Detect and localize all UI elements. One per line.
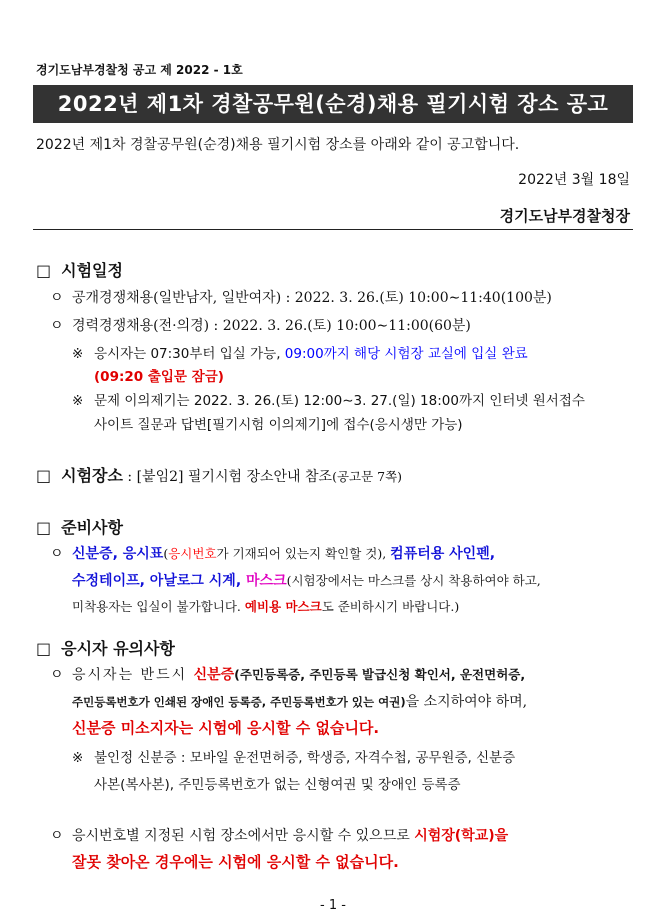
reference-mark-icon: ※ xyxy=(72,750,84,766)
venue-text: [붙임2] 필기시험 장소안내 참조 xyxy=(136,469,333,485)
schedule-item-open: ㅇ 공개경쟁채용(일반남자, 일반여자) : 2022. 3. 26.(토) 10:00∼11:40(100분) xyxy=(50,287,552,307)
caution-line-3: 신분증 미소지자는 시험에 응시할 수 없습니다. xyxy=(72,719,380,737)
venue-ref: (공고문 7쪽) xyxy=(332,469,403,484)
page-title: 2022년 제1차 경찰공무원(순경)채용 필기시험 장소 공고 xyxy=(33,85,633,123)
bullet-icon: ㅇ xyxy=(50,290,64,306)
checkbox-square-icon: □ xyxy=(36,466,52,485)
bullet-icon: ㅇ xyxy=(50,318,64,334)
issuer-name: 경기도남부경찰청장 xyxy=(499,207,630,225)
schedule-note-door-lock: (09:20 출입문 잠금) xyxy=(94,369,224,385)
caution-note-invalid-id: ※ 불인정 신분증 : 모바일 운전면허증, 학생증, 자격수첩, 공무원증, 신분증 xyxy=(72,750,516,766)
schedule-note-appeal: ※ 문제 이의제기는 2022. 3. 26.(토) 12:00∼3. 27.(일) 18:00까지 인터넷 원서접수 xyxy=(72,393,585,409)
bullet-icon: ㅇ xyxy=(50,828,64,844)
bullet-icon: ㅇ xyxy=(50,546,64,562)
notice-number: 경기도남부경찰청 공고 제 2022 - 1호 xyxy=(36,63,243,77)
caution-note-invalid-id-cont: 사본(복사본), 주민등록번호가 없는 신형여권 및 장애인 등록증 xyxy=(94,777,461,793)
intro-text: 2022년 제1차 경찰공무원(순경)채용 필기시험 장소를 아래와 같이 공고합니다. xyxy=(36,137,520,153)
section-heading-caution: □ 응시자 유의사항 xyxy=(36,639,175,658)
caution-line-5: 잘못 찾아온 경우에는 시험에 응시할 수 없습니다. xyxy=(72,853,399,871)
schedule-note-entry: ※ 응시자는 07:30부터 입실 가능, 09:00까지 해당 시험장 교실에 입실 완료 xyxy=(72,346,528,362)
section-heading-schedule: □ 시험일정 xyxy=(36,261,123,280)
reference-mark-icon: ※ xyxy=(72,393,84,409)
page-number: - 1 - xyxy=(320,898,346,913)
prep-line-1: ㅇ 신분증, 응시표(응시번호가 기재되어 있는지 확인할 것), 컴퓨터용 사인펜, xyxy=(50,543,495,563)
caution-line-1: ㅇ 응시자는 반드시 신분증(주민등록증, 주민등록 발급신청 확인서, 운전면허증, xyxy=(50,664,525,684)
reference-mark-icon: ※ xyxy=(72,346,84,362)
checkbox-square-icon: □ xyxy=(36,518,52,537)
caution-line-4: ㅇ 응시번호별 지정된 시험 장소에서만 응시할 수 있으므로 시험장(학교)을 xyxy=(50,825,508,845)
notice-date: 2022년 3월 18일 xyxy=(518,172,630,188)
schedule-note-appeal-cont: 사이트 질문과 답변[필기시험 이의제기]에 접수(응시생만 가능) xyxy=(94,417,463,433)
section-heading-prep: □ 준비사항 xyxy=(36,518,123,537)
bullet-icon: ㅇ xyxy=(50,667,64,683)
schedule-item-career: ㅇ 경력경쟁채용(전·의경) : 2022. 3. 26.(토) 10:00∼11:00(60분) xyxy=(50,315,471,335)
checkbox-square-icon: □ xyxy=(36,261,52,280)
prep-line-2: 수정테이프, 아날로그 시계, 마스크(시험장에서는 마스크를 상시 착용하여야 하고, xyxy=(72,573,541,589)
prep-line-3: 미착용자는 입실이 불가합니다. 예비용 마스크도 준비하시기 바랍니다.) xyxy=(72,599,460,614)
header-divider xyxy=(33,229,633,230)
section-venue: □ 시험장소 : [붙임2] 필기시험 장소안내 참조(공고문 7쪽) xyxy=(36,466,403,485)
checkbox-square-icon: □ xyxy=(36,639,52,658)
caution-line-2: 주민등록번호가 인쇄된 장애인 등록증, 주민등록번호가 있는 여권)을 소지하여야 하며, xyxy=(72,694,528,710)
section-heading-venue: 시험장소 xyxy=(61,466,123,485)
